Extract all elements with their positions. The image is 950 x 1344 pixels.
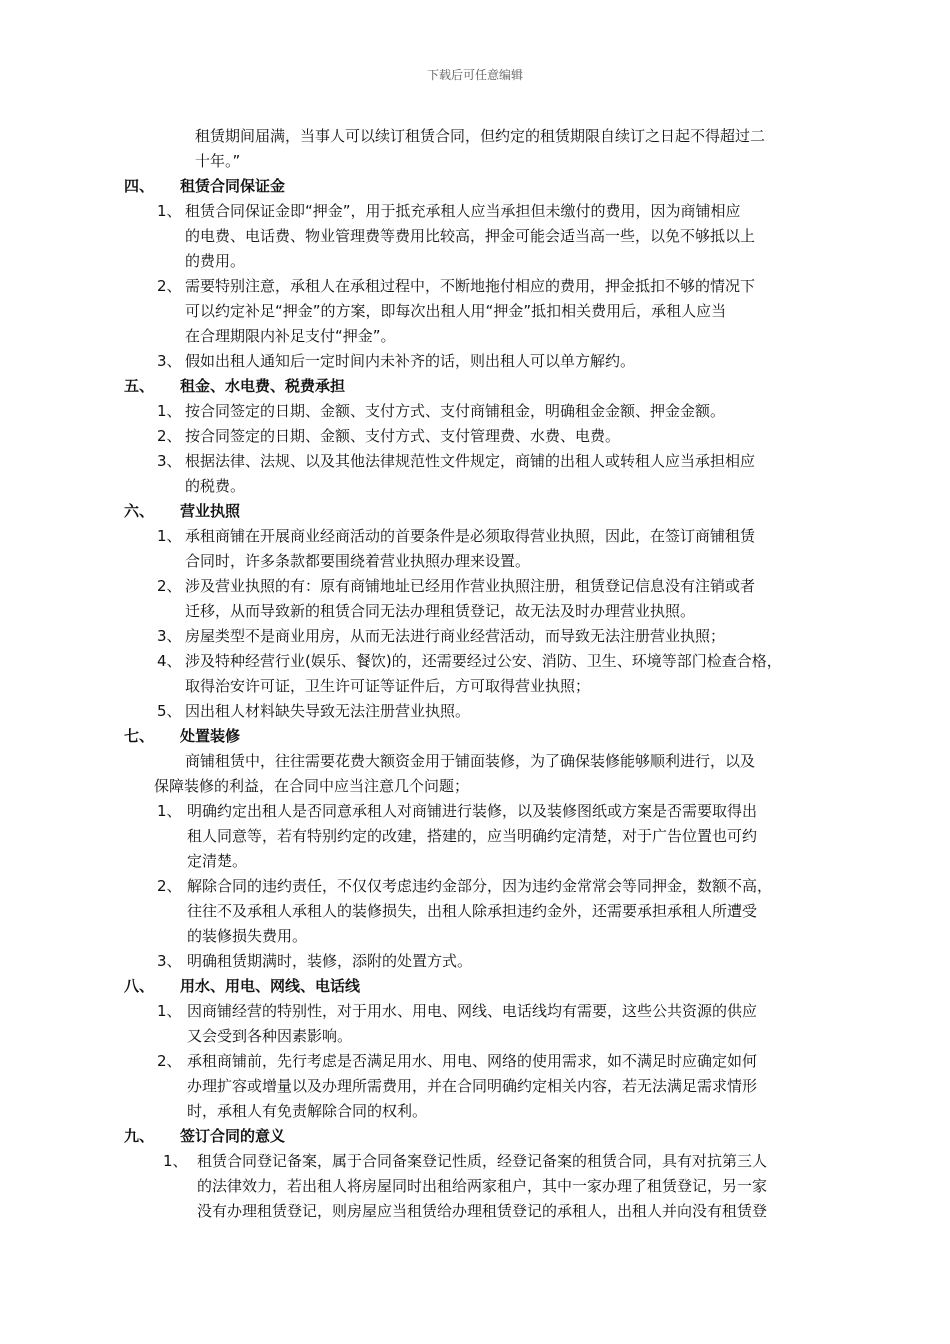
list-item-line: 没有办理租赁登记，则房屋应当租赁给办理租赁登记的承租人，出租人并向没有租赁登 [197,1202,768,1220]
intro-line: 租赁期间届满，当事人可以续订租赁合同，但约定的租赁期限自续订之日起不得超过二 [195,127,766,145]
section-number: 四、 [124,177,155,195]
list-item-line: 的电费、电话费、物业管理费等费用比较高，押金可能会适当高一些，以免不够抵以上 [185,227,756,245]
list-number: 3、 [157,627,182,645]
paragraph-line: 商铺租赁中，往往需要花费大额资金用于铺面装修，为了确保装修能够顺利进行，以及 [185,752,756,770]
section-title: 处置装修 [180,727,241,745]
list-number: 3、 [157,452,182,470]
list-item-line: 租人同意等，若有特别约定的改建，搭建的，应当明确约定清楚，对于广告位置也可约 [187,827,758,845]
list-number: 1、 [157,527,182,545]
list-number: 2、 [157,1052,182,1070]
list-item-line: 按合同签定的日期、金额、支付方式、支付管理费、水费、电费。 [185,427,621,445]
list-item-line: 房屋类型不是商业用房，从而无法进行商业经营活动，而导致无法注册营业执照； [185,627,726,645]
list-item-line: 租赁合同保证金即“押金”，用于抵充承租人应当承担但未缴付的费用，因为商铺相应 [185,202,741,220]
section-title: 签订合同的意义 [180,1127,286,1145]
list-number: 3、 [157,952,182,970]
list-number: 2、 [157,427,182,445]
list-item-line: 的法律效力，若出租人将房屋同时出租给两家租户，其中一家办理了租赁登记，另一家 [197,1177,768,1195]
paragraph-line: 保障装修的利益，在合同中应当注意几个问题； [154,777,470,795]
list-item-line: 按合同签定的日期、金额、支付方式、支付商铺租金，明确租金金额、押金金额。 [185,402,726,420]
list-number: 4、 [157,652,182,670]
list-item-line: 因商铺经营的特别性，对于用水、用电、网线、电话线均有需要，这些公共资源的供应 [187,1002,758,1020]
list-item-line: 需要特别注意，承租人在承租过程中，不断地拖付相应的费用，押金抵扣不够的情况下 [185,277,756,295]
list-number: 1、 [157,1002,182,1020]
section-number: 七、 [124,727,155,745]
section-number: 九、 [124,1127,155,1145]
list-item-line: 可以约定补足“押金”的方案，即每次出租人用“押金”抵扣相关费用后，承租人应当 [185,302,727,320]
list-item-line: 合同时，许多条款都要围绕着营业执照办理来设置。 [185,552,531,570]
section-title: 租赁合同保证金 [180,177,286,195]
list-item-line: 的费用。 [185,252,246,270]
section-title: 用水、用电、网线、电话线 [180,977,361,995]
list-number: 2、 [157,277,182,295]
list-number: 1、 [157,402,182,420]
list-item-line: 往往不及承租人承租人的装修损失，出租人除承担违约金外，还需要承担承租人所遭受 [187,902,758,920]
list-item-line: 的税费。 [185,477,246,495]
section-number: 八、 [124,977,155,995]
list-number: 1、 [163,1152,188,1170]
list-item-line: 又会受到各种因素影响。 [187,1027,353,1045]
list-item-line: 取得治安许可证，卫生许可证等证件后，方可取得营业执照； [185,677,591,695]
list-item-line: 时，承租人有免责解除合同的权利。 [187,1102,428,1120]
list-number: 1、 [157,802,182,820]
list-item-line: 解除合同的违约责任，不仅仅考虑违约金部分，因为违约金常常会等同押金，数额不高， [187,877,773,895]
list-item-line: 因出租人材料缺失导致无法注册营业执照。 [185,702,471,720]
list-item-line: 迁移，从而导致新的租赁合同无法办理租赁登记，故无法及时办理营业执照。 [185,602,696,620]
list-item-line: 明确约定出租人是否同意承租人对商铺进行装修，以及装修图纸或方案是否需要取得出 [187,802,758,820]
list-number: 3、 [157,352,182,370]
list-item-line: 承租商铺在开展商业经商活动的首要条件是必须取得营业执照，因此，在签订商铺租赁 [185,527,756,545]
list-item-line: 承租商铺前，先行考虑是否满足用水、用电、网络的使用需求，如不满足时应确定如何 [187,1052,758,1070]
list-number: 2、 [157,877,182,895]
section-title: 营业执照 [180,502,241,520]
list-item-line: 在合理期限内补足支付“押金”。 [185,327,396,345]
section-number: 五、 [124,377,155,395]
section-title: 租金、水电费、税费承担 [180,377,346,395]
list-item-line: 租赁合同登记备案，属于合同备案登记性质，经登记备案的租赁合同，具有对抗第三人 [197,1152,768,1170]
list-item-line: 根据法律、法规、以及其他法律规范性文件规定，商铺的出租人或转租人应当承担相应 [185,452,756,470]
intro-line: 十年。” [195,152,241,170]
list-number: 2、 [157,577,182,595]
section-number: 六、 [124,502,155,520]
list-item-line: 的装修损失费用。 [187,927,308,945]
list-item-line: 涉及特种经营行业(娱乐、餐饮)的，还需要经过公安、消防、卫生、环境等部门检查合格， [185,652,782,670]
list-item-line: 办理扩容或增量以及办理所需费用，并在合同明确约定相关内容，若无法满足需求情形 [187,1077,758,1095]
list-number: 1、 [157,202,182,220]
list-number: 5、 [157,702,182,720]
list-item-line: 明确租赁期满时，装修，添附的处置方式。 [187,952,473,970]
list-item-line: 定清楚。 [187,852,248,870]
list-item-line: 假如出租人通知后一定时间内未补齐的话，则出租人可以单方解约。 [185,352,636,370]
page-header: 下载后可任意编辑 [426,68,523,82]
list-item-line: 涉及营业执照的有：原有商铺地址已经用作营业执照注册，租赁登记信息没有注销或者 [185,577,756,595]
